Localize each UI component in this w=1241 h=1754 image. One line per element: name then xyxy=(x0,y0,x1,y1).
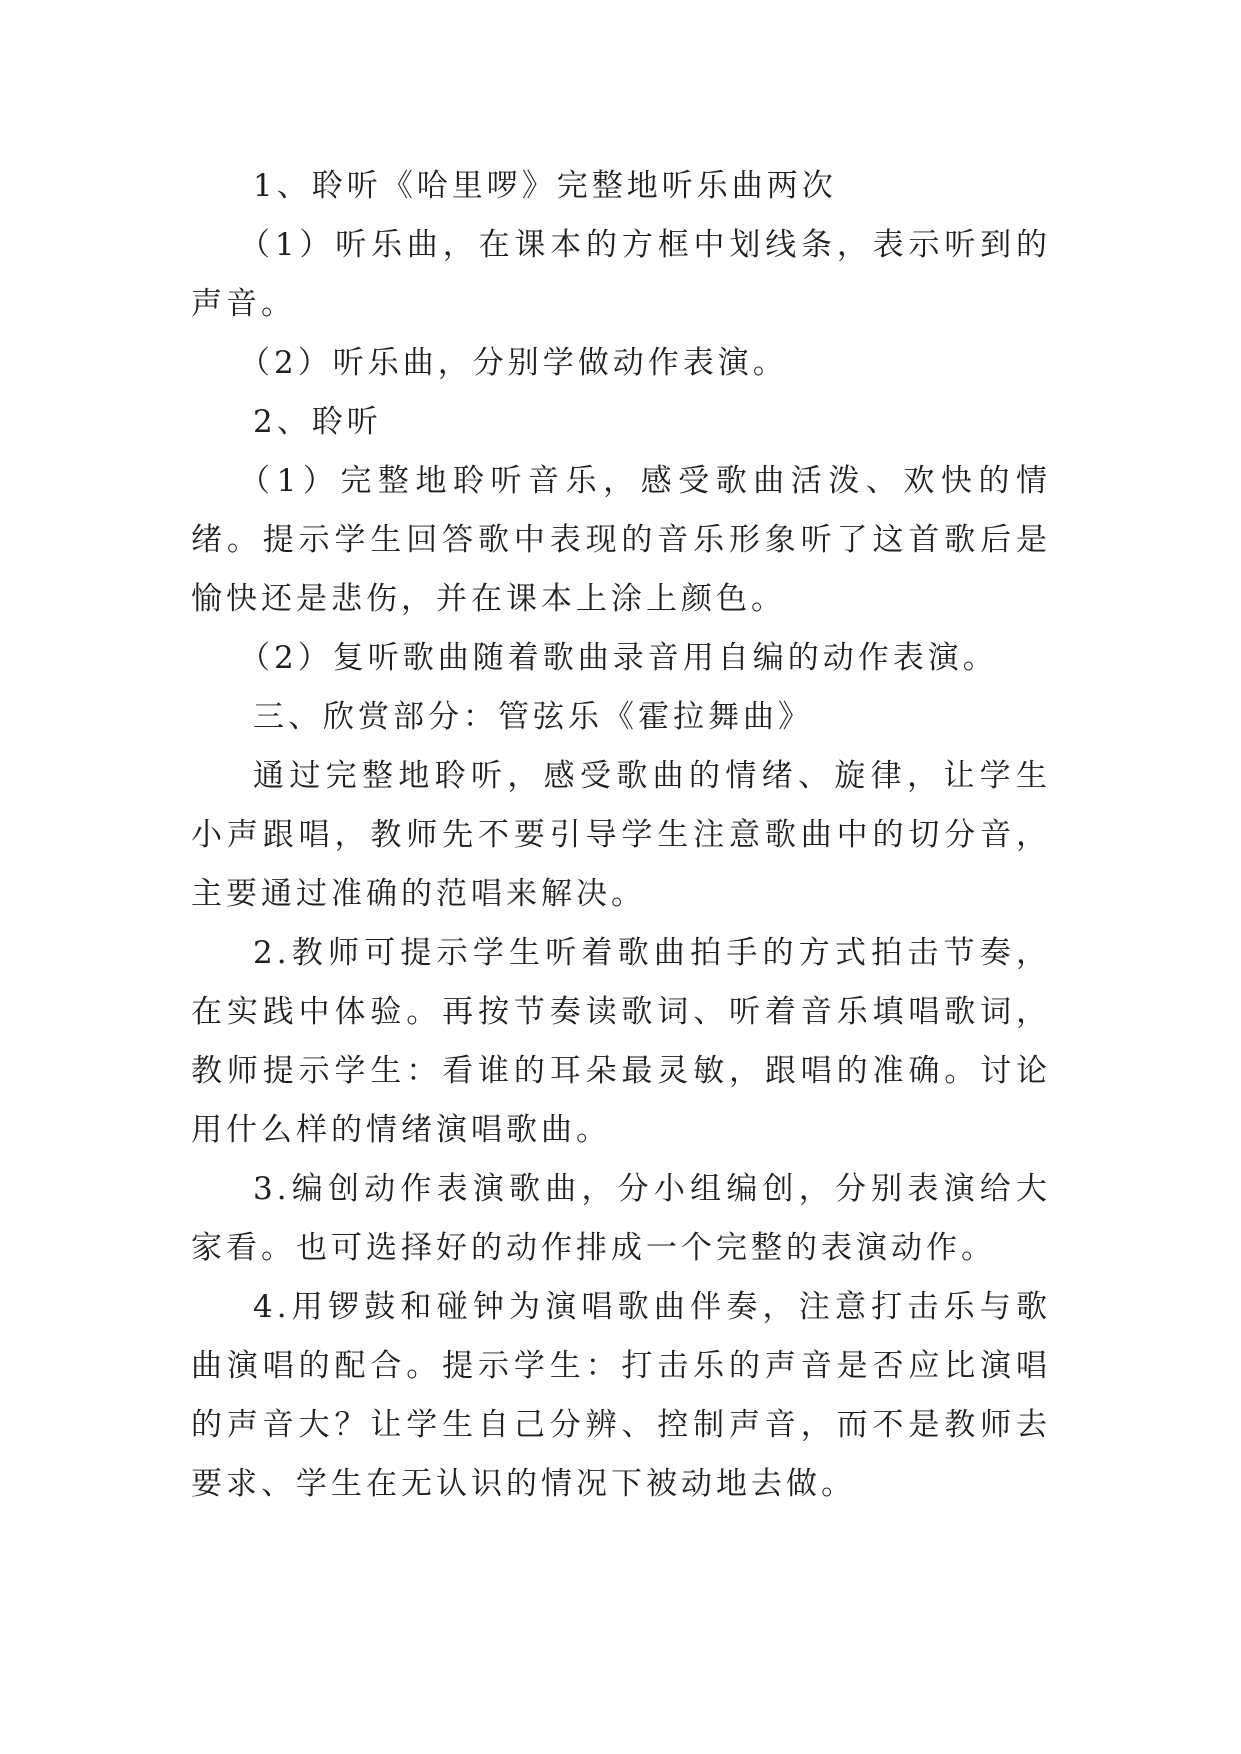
paragraph-item-2: 2.教师可提示学生听着歌曲拍手的方式拍击节奏，在实践中体验。再按节奏读歌词、听着音乐填唱歌词，教师提示学生：看谁的耳朵最灵敏，跟唱的准确。讨论用什么样的情绪演唱歌曲。 xyxy=(191,935,1051,1148)
paragraph-listen-2: 2、聆听 xyxy=(253,404,382,440)
paragraph-listen-halilou: 1、聆听《哈里啰》完整地听乐曲两次 xyxy=(253,168,837,204)
paragraph-step-2-1: （1）完整地聆听音乐，感受歌曲活泼、欢快的情绪。提示学生回答歌中表现的音乐形象听了这首歌后是愉快还是悲伤，并在课本上涂上颜色。 xyxy=(191,463,1051,617)
paragraph-step-1-2: （2）听乐曲，分别学做动作表演。 xyxy=(239,345,788,381)
paragraph-item-4: 4.用锣鼓和碰钟为演唱歌曲伴奏，注意打击乐与歌曲演唱的配合。提示学生：打击乐的声音是否应比演唱的声音大？让学生自己分辨、控制声音，而不是教师去要求、学生在无认识的情况下被动地去做。 xyxy=(191,1289,1051,1502)
paragraph-step-2-2: （2）复听歌曲随着歌曲录音用自编的动作表演。 xyxy=(239,640,998,676)
paragraph-step-1-1: （1）听乐曲，在课本的方框中划线条，表示听到的声音。 xyxy=(191,227,1051,322)
section-heading-appreciation: 三、欣赏部分：管弦乐《霍拉舞曲》 xyxy=(253,699,813,735)
paragraph-item-3: 3.编创动作表演歌曲，分小组编创，分别表演给大家看。也可选择好的动作排成一个完整的表演动作。 xyxy=(191,1171,1051,1266)
document-body xyxy=(191,157,1051,1514)
paragraph-listen-feel: 通过完整地聆听，感受歌曲的情绪、旋律，让学生小声跟唱，教师先不要引导学生注意歌曲中的切分音，主要通过准确的范唱来解决。 xyxy=(191,758,1051,912)
